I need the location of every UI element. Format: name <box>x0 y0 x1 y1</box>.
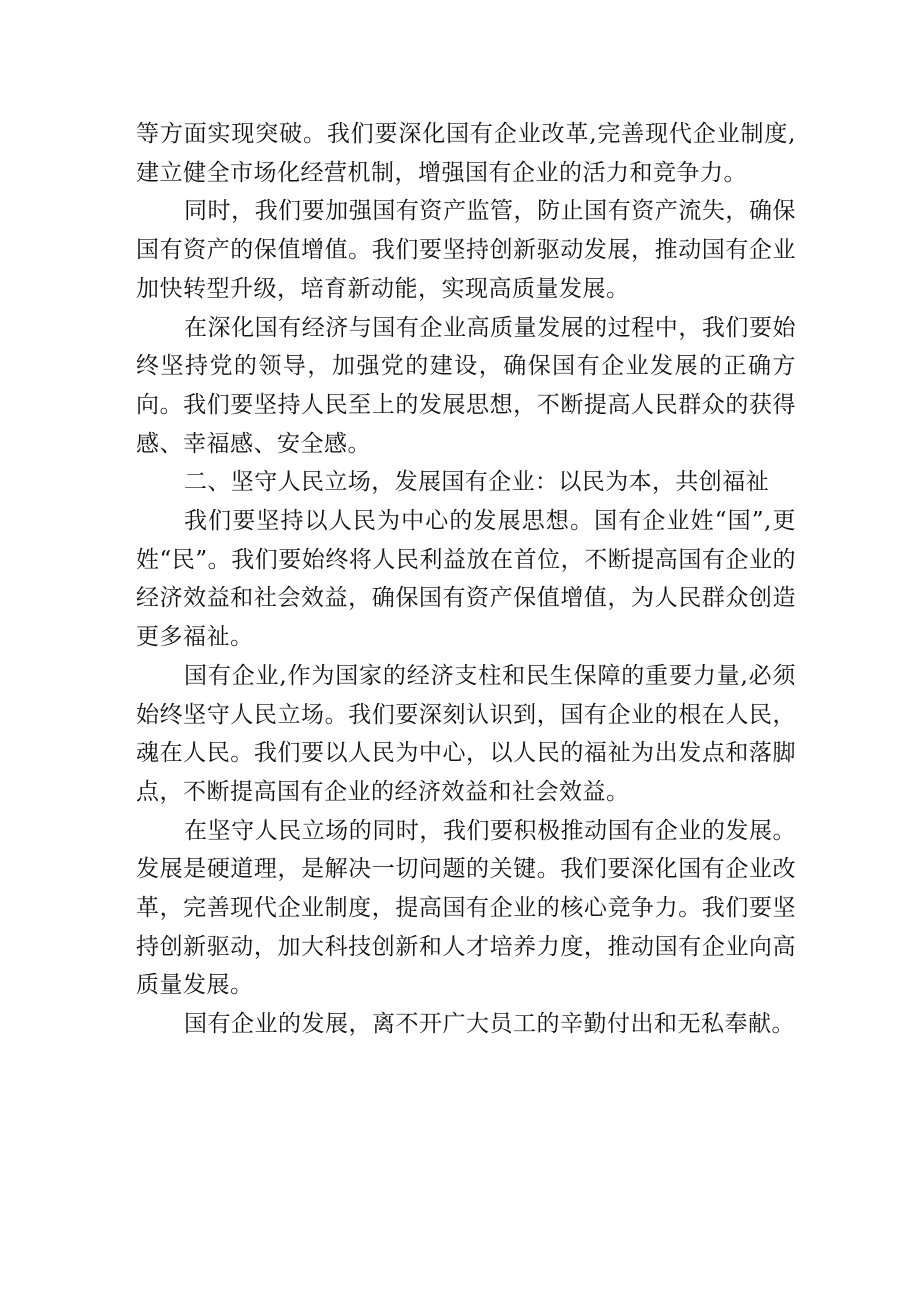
paragraph-4: 我们要坚持以人民为中心的发展思想。国有企业姓“国”,更姓“民”。我们要始终将人民利益放在首位，不断提高国有企业的经济效益和社会效益，确保国有资产保值增值，为人民群众创造更多福祉。 <box>136 508 796 651</box>
section-heading: 二、坚守人民立场，发展国有企业：以民为本，共创福祉 <box>184 469 769 496</box>
paragraph-7: 国有企业的发展，离不开广大员工的辛勤付出和无私奉献。 <box>184 1011 795 1038</box>
paragraph-1: 等方面实现突破。我们要深化国有企业改革,完善现代企业制度,建立健全市场化经营机制，增强国有企业的活力和竞争力。 <box>136 121 796 186</box>
paragraph-2: 同时，我们要加强国有资产监管，防止国有资产流失，确保国有资产的保值增值。我们要坚持创新驱动发展，推动国有企业加快转型升级，培育新动能，实现高质量发展。 <box>136 198 796 302</box>
paragraph-6: 在坚守人民立场的同时，我们要积极推动国有企业的发展。发展是硬道理，是解决一切问题的关键。我们要深化国有企业改革，完善现代企业制度，提高国有企业的核心竞争力。我们要坚持创新驱动，加大科技创新和人才培养力度，推动国有企业向高质量发展。 <box>136 817 796 999</box>
paragraph-3: 在深化国有经济与国有企业高质量发展的过程中，我们要始终坚持党的领导，加强党的建设，确保国有企业发展的正确方向。我们要坚持人民至上的发展思想，不断提高人民群众的获得感、幸福感、安全感。 <box>136 314 796 457</box>
paragraph-5: 国有企业,作为国家的经济支柱和民生保障的重要力量,必须始终坚守人民立场。我们要深刻认识到，国有企业的根在人民，魂在人民。我们要以人民为中心，以人民的福祉为出发点和落脚点，不断提高国有企业的经济效益和社会效益。 <box>136 662 796 805</box>
document-body <box>136 115 796 1044</box>
